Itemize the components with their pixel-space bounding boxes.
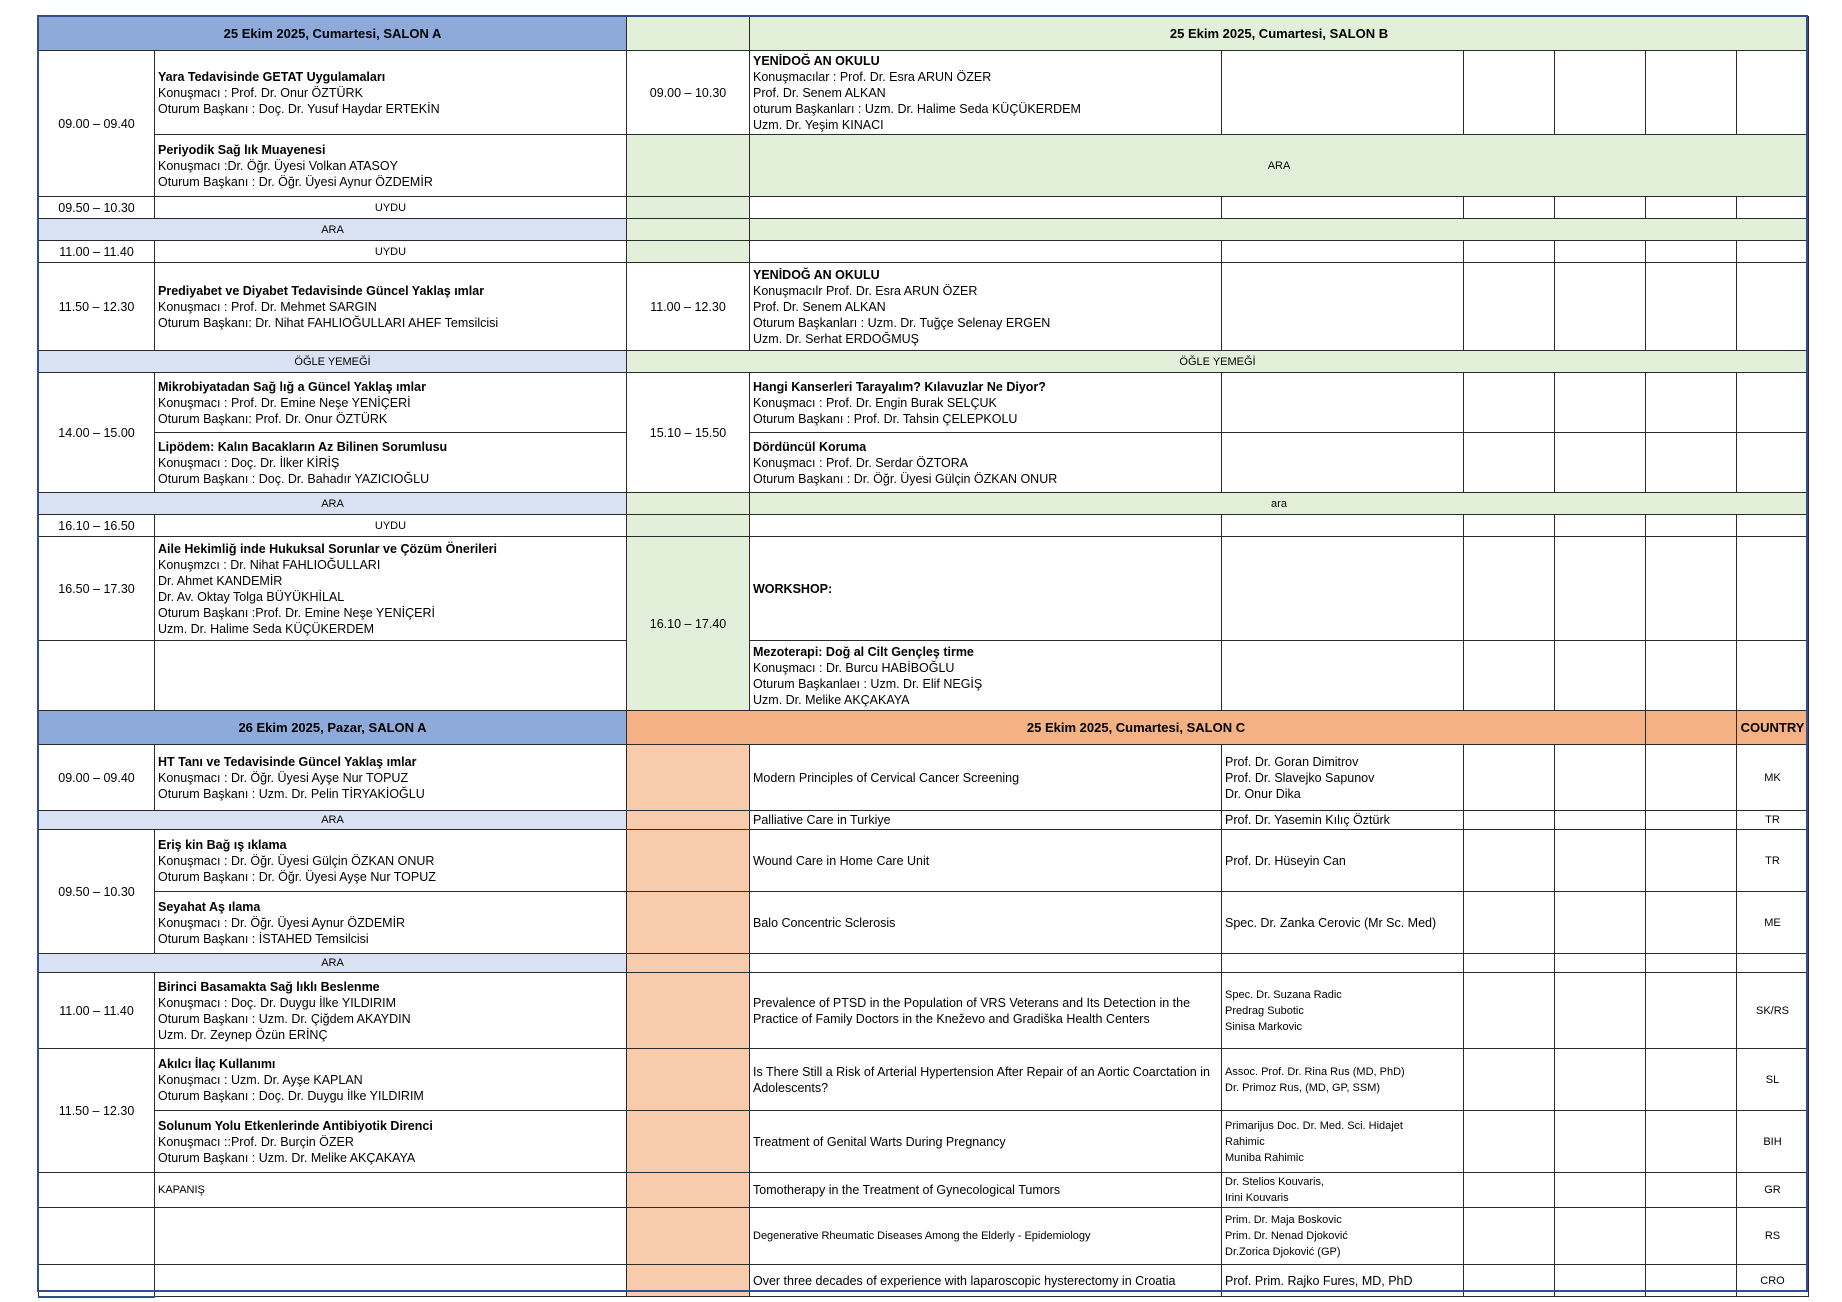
talk-speakers [1222, 1173, 1464, 1208]
salon-a-day1-header: 25 Ekim 2025, Cumartesi, SALON A [39, 17, 627, 51]
session-title: Prediyabet ve Diyabet Tedavisinde Güncel Yaklaş ımlar [158, 283, 485, 298]
empty-cell [1646, 1049, 1737, 1111]
country-header: COUNTRY [1737, 711, 1809, 745]
spacer-cell [627, 892, 750, 954]
session-title: Solunum Yolu Etkenlerinde Antibiyotik Direnci [158, 1118, 433, 1133]
uydu-cell: UYDU [155, 197, 627, 219]
empty-cell [1464, 641, 1555, 711]
time-cell: 11.00 – 11.40 [39, 241, 155, 263]
talk-speakers [1222, 811, 1464, 830]
session-cell [750, 537, 1222, 641]
session-line: Konuşmacı : Doç. Dr. İlker KİRİŞ [158, 455, 340, 470]
spacer-cell [627, 493, 750, 515]
session-line: Konuşmacı : Prof. Dr. Mehmet SARGIN [158, 299, 377, 314]
session-line: Konuşmacı : Dr. Öğr. Üyesi Ayşe Nur TOPUZ [158, 770, 409, 785]
empty-cell [1222, 641, 1464, 711]
session-title: Mezoterapi: Doğ al Cilt Gençleş tirme [753, 644, 974, 659]
empty-cell [1646, 263, 1737, 351]
time-cell: 15.10 – 15.50 [627, 373, 750, 493]
session-line: Oturum Başkanı : Uzm. Dr. Melike AKÇAKAYA [158, 1150, 416, 1165]
country-cell: CRO [1737, 1265, 1809, 1297]
empty-cell [1464, 537, 1555, 641]
talk-speakers [1222, 1111, 1464, 1173]
speaker: Prim. Dr. Nenad Djoković [1225, 1230, 1348, 1242]
session-cell [155, 433, 627, 493]
country-cell: GR [1737, 1173, 1809, 1208]
empty-cell [1555, 1208, 1646, 1265]
empty-cell [1464, 433, 1555, 493]
speaker: Dr.Zorica Djoković (GP) [1225, 1246, 1341, 1258]
spacer-cell [1646, 711, 1737, 745]
empty-cell [1555, 515, 1646, 537]
session-title: Yara Tedavisinde GETAT Uygulamaları [158, 69, 386, 84]
empty-cell [1222, 954, 1464, 973]
time-cell: 11.00 – 12.30 [627, 263, 750, 351]
empty-cell [1737, 537, 1809, 641]
speaker: Spec. Dr. Zanka Cerovic (Mr Sc. Med) [1225, 915, 1437, 930]
talk-speakers [1222, 892, 1464, 954]
empty-cell [1464, 1265, 1555, 1297]
empty-cell [155, 1208, 627, 1265]
empty-cell [1464, 811, 1555, 830]
empty-cell [1646, 1208, 1737, 1265]
session-line: Konuşmacı : Dr. Burcu HABİBOĞLU [753, 660, 955, 675]
empty-cell [39, 1208, 155, 1265]
empty-cell [1464, 745, 1555, 811]
spacer-cell [627, 197, 750, 219]
empty-cell [1646, 433, 1737, 493]
empty-cell [1555, 811, 1646, 830]
empty-cell [1464, 197, 1555, 219]
empty-cell [1646, 197, 1737, 219]
empty-cell [39, 1173, 155, 1208]
country-cell: SL [1737, 1049, 1809, 1111]
empty-cell [1464, 892, 1555, 954]
talk-title: Treatment of Genital Warts During Pregnancy [750, 1111, 1222, 1173]
empty-cell [1222, 515, 1464, 537]
session-cell [155, 973, 627, 1049]
session-line: oturum Başkanları : Uzm. Dr. Halime Seda KÜÇÜKERDEM [753, 101, 1081, 116]
empty-cell [1646, 973, 1737, 1049]
empty-cell [1555, 1049, 1646, 1111]
session-title: Akılcı İlaç Kullanımı [158, 1056, 276, 1071]
session-cell [155, 373, 627, 433]
break-cell: ARA [750, 135, 1809, 197]
empty-cell [1555, 892, 1646, 954]
session-line: Konuşmacı : Uzm. Dr. Ayşe KAPLAN [158, 1072, 363, 1087]
country-cell: BIH [1737, 1111, 1809, 1173]
session-line: Oturum Başkanlaeı : Uzm. Dr. Elif NEGİŞ [753, 676, 983, 691]
spacer-cell [627, 1111, 750, 1173]
spacer-cell [627, 745, 750, 811]
session-title: Hangi Kanserleri Tarayalım? Kılavuzlar Ne Diyor? [753, 379, 1046, 394]
country-cell: ME [1737, 892, 1809, 954]
lunch-cell: ÖĞLE YEMEĞİ [627, 351, 1809, 373]
time-cell: 11.50 – 12.30 [39, 263, 155, 351]
break-cell: ARA [39, 954, 627, 973]
time-cell: 11.50 – 12.30 [39, 1049, 155, 1173]
talk-speakers [1222, 1049, 1464, 1111]
session-line: Konuşmacı :Dr. Öğr. Üyesi Volkan ATASOY [158, 158, 398, 173]
session-line: Oturum Başkanı : Uzm. Dr. Çiğdem AKAYDIN [158, 1011, 411, 1026]
session-line: Oturum Başkanı : Uzm. Dr. Pelin TİRYAKİOĞLU [158, 786, 425, 801]
country-cell: RS [1737, 1208, 1809, 1265]
session-cell [155, 1049, 627, 1111]
session-title: HT Tanı ve Tedavisinde Güncel Yaklaş ımlar [158, 754, 417, 769]
session-line: Oturum Başkanı : Dr. Öğr. Üyesi Ayşe Nur TOPUZ [158, 869, 436, 884]
talk-speakers [1222, 830, 1464, 892]
empty-cell [1464, 373, 1555, 433]
country-cell: TR [1737, 811, 1809, 830]
empty-cell [1464, 1111, 1555, 1173]
speaker: Prof. Dr. Hüseyin Can [1225, 853, 1346, 868]
session-title: Lipödem: Kalın Bacakların Az Bilinen Sorumlusu [158, 439, 448, 454]
spacer-cell [750, 219, 1809, 241]
empty-cell [1646, 954, 1737, 973]
speaker: Prof. Dr. Yasemin Kılıç Öztürk [1225, 813, 1390, 827]
country-cell: MK [1737, 745, 1809, 811]
empty-cell [1646, 1173, 1737, 1208]
session-line: Oturum Başkanı : Doç. Dr. Yusuf Haydar ERTEKİN [158, 101, 440, 116]
session-title: Periyodik Sağ lık Muayenesi [158, 142, 326, 157]
session-title: Aile Hekimliğ inde Hukuksal Sorunlar ve Çözüm Önerileri [158, 541, 497, 556]
speaker: Prof. Prim. Rajko Fures, MD, PhD [1225, 1273, 1413, 1288]
session-line: Konuşmzcı : Dr. Nihat FAHLIOĞULLARI [158, 557, 381, 572]
talk-speakers [1222, 1265, 1464, 1297]
empty-cell [1555, 1265, 1646, 1297]
empty-cell [1737, 373, 1809, 433]
talk-title-text: Is There Still a Risk of Arterial Hypertension After Repair of an Aortic Coarctation in Adolescents? [753, 1064, 1210, 1095]
spacer-cell [627, 954, 750, 973]
break-cell: ara [750, 493, 1809, 515]
session-line: Uzm. Dr. Yeşim KINACI [753, 117, 884, 132]
empty-cell [1222, 197, 1464, 219]
speaker: Prim. Dr. Maja Boskovic [1225, 1214, 1342, 1226]
session-cell [155, 51, 627, 135]
session-title: Birinci Basamakta Sağ lıklı Beslenme [158, 979, 380, 994]
empty-cell [1737, 51, 1809, 135]
salon-c-header: 25 Ekim 2025, Cumartesi, SALON C [627, 711, 1646, 745]
speaker: Dr. Onur Dika [1225, 786, 1301, 801]
session-line: Konuşmacı : Dr. Öğr. Üyesi Aynur ÖZDEMİR [158, 915, 406, 930]
salon-a-day2-header: 26 Ekim 2025, Pazar, SALON A [39, 711, 627, 745]
speaker: Predrag Subotic [1225, 1004, 1304, 1017]
spacer-cell [627, 830, 750, 892]
empty-cell [750, 197, 1222, 219]
session-line: Uzm. Dr. Serhat ERDOĞMUŞ [753, 331, 919, 346]
empty-cell [1222, 373, 1464, 433]
session-cell [155, 263, 627, 351]
talk-title: Wound Care in Home Care Unit [750, 830, 1222, 892]
session-line: Oturum Başkanı : Doç. Dr. Duygu İlke YILDIRIM [158, 1088, 424, 1103]
spacer-cell [627, 811, 750, 830]
empty-cell [1646, 241, 1737, 263]
country-cell: SK/RS [1737, 973, 1809, 1049]
empty-cell [1646, 892, 1737, 954]
spacer-cell [627, 135, 750, 197]
session-cell [155, 1111, 627, 1173]
spacer-cell [627, 17, 750, 51]
speaker: Prof. Dr. Slavejko Sapunov [1225, 770, 1375, 785]
empty-cell [1555, 263, 1646, 351]
empty-cell [1737, 263, 1809, 351]
empty-cell [1646, 641, 1737, 711]
empty-cell [1222, 241, 1464, 263]
session-cell [155, 537, 627, 641]
talk-speakers [1222, 1208, 1464, 1265]
session-line: Oturum Başkanı : İSTAHED Temsilcisi [158, 931, 369, 946]
empty-cell [1222, 537, 1464, 641]
empty-cell [1555, 973, 1646, 1049]
empty-cell [1555, 1173, 1646, 1208]
time-cell: 16.50 – 17.30 [39, 537, 155, 641]
talk-title-text: Prevalence of PTSD in the Population of VRS Veterans and Its Detection in the Practice of Family Doctors in the Kneževo and Gradiška Health Centers [753, 995, 1191, 1026]
speaker: Spec. Dr. Suzana Radic [1225, 988, 1342, 1001]
empty-cell [1555, 830, 1646, 892]
talk-title: Modern Principles of Cervical Cancer Screening [750, 745, 1222, 811]
empty-cell [1737, 433, 1809, 493]
session-line: Konuşmacı : Doç. Dr. Duygu İlke YILDIRIM [158, 995, 397, 1010]
empty-cell [1646, 811, 1737, 830]
empty-cell [1464, 51, 1555, 135]
empty-cell [1646, 1111, 1737, 1173]
empty-cell [1555, 197, 1646, 219]
empty-cell [1464, 263, 1555, 351]
session-line: Oturum Başkanı : Dr. Öğr. Üyesi Gülçin ÖZKAN ONUR [753, 471, 1058, 486]
talk-title [750, 973, 1222, 1049]
empty-cell [39, 641, 155, 711]
time-cell: 09.50 – 10.30 [39, 197, 155, 219]
closing-cell: KAPANIŞ [155, 1173, 627, 1208]
empty-cell [1555, 954, 1646, 973]
session-cell [155, 892, 627, 954]
session-line: Uzm. Dr. Zeynep Özün ERİNÇ [158, 1027, 328, 1042]
talk-speakers [1222, 973, 1464, 1049]
session-line: Konuşmacı : Prof. Dr. Engin Burak SELÇUK [753, 395, 997, 410]
empty-cell [1555, 537, 1646, 641]
spacer-cell [627, 219, 750, 241]
session-cell [750, 373, 1222, 433]
empty-cell [1464, 1208, 1555, 1265]
session-line: Prof. Dr. Senem ALKAN [753, 85, 886, 100]
speaker: Dr. Stelios Kouvaris, [1225, 1176, 1325, 1188]
empty-cell [1646, 515, 1737, 537]
talk-title: Tomotherapy in the Treatment of Gynecological Tumors [750, 1173, 1222, 1208]
session-line: Oturum Başkanı: Prof. Dr. Onur ÖZTÜRK [158, 411, 388, 426]
session-title: WORKSHOP: [753, 581, 833, 596]
empty-cell [1555, 433, 1646, 493]
spacer-cell [627, 241, 750, 263]
empty-cell [1646, 537, 1737, 641]
uydu-cell: UYDU [155, 241, 627, 263]
session-line: Konuşmacılar : Prof. Dr. Esra ARUN ÖZER [753, 69, 992, 84]
speaker: Dr. Primoz Rus, (MD, GP, SSM) [1225, 1081, 1381, 1094]
talk-title: Palliative Care in Turkiye [750, 811, 1222, 830]
uydu-cell: UYDU [155, 515, 627, 537]
session-cell [155, 745, 627, 811]
session-line: Konuşmacı : Dr. Öğr. Üyesi Gülçin ÖZKAN ONUR [158, 853, 435, 868]
empty-cell [1555, 241, 1646, 263]
empty-cell [750, 515, 1222, 537]
empty-cell [1555, 641, 1646, 711]
empty-cell [1464, 1049, 1555, 1111]
talk-speakers [1222, 745, 1464, 811]
session-line: Oturum Başkanı : Doç. Dr. Bahadır YAZICIOĞLU [158, 471, 430, 486]
spacer-cell [627, 973, 750, 1049]
empty-cell [1737, 954, 1809, 973]
talk-title: Degenerative Rheumatic Diseases Among the Elderly - Epidemiology [750, 1208, 1222, 1265]
session-line: Oturum Başkanı : Dr. Öğr. Üyesi Aynur ÖZDEMİR [158, 174, 433, 189]
session-line: Konuşmacı : Prof. Dr. Serdar ÖZTORA [753, 455, 969, 470]
program-table [38, 16, 1809, 1298]
talk-title [750, 1049, 1222, 1111]
speaker: Primarijus Doc. Dr. Med. Sci. Hidajet [1225, 1119, 1403, 1132]
session-line: Konuşmacı : Prof. Dr. Emine Neşe YENİÇERİ [158, 395, 411, 410]
session-title: Mikrobiyatadan Sağ lığ a Güncel Yaklaş ımlar [158, 379, 426, 394]
empty-cell [750, 241, 1222, 263]
session-title: YENİDOĞ AN OKULU [753, 53, 880, 68]
empty-cell [1737, 197, 1809, 219]
empty-cell [1646, 830, 1737, 892]
session-line: Dr. Av. Oktay Tolga BÜYÜKHİLAL [158, 589, 345, 604]
empty-cell [1737, 241, 1809, 263]
session-line: Dr. Ahmet KANDEMİR [158, 573, 283, 588]
session-cell [750, 263, 1222, 351]
empty-cell [39, 1265, 155, 1297]
empty-cell [1646, 745, 1737, 811]
session-line: Oturum Başkanları : Uzm. Dr. Tuğçe Selenay ERGEN [753, 315, 1051, 330]
time-cell: 09.00 – 10.30 [627, 51, 750, 135]
empty-cell [1464, 954, 1555, 973]
session-cell [155, 830, 627, 892]
time-cell: 14.00 – 15.00 [39, 373, 155, 493]
empty-cell [1555, 1111, 1646, 1173]
empty-cell [1555, 373, 1646, 433]
empty-cell [155, 1265, 627, 1297]
spacer-cell [627, 515, 750, 537]
session-line: Prof. Dr. Senem ALKAN [753, 299, 886, 314]
empty-cell [1555, 51, 1646, 135]
session-line: Uzm. Dr. Halime Seda KÜÇÜKERDEM [158, 621, 375, 636]
session-line: Konuşmacılr Prof. Dr. Esra ARUN ÖZER [753, 283, 978, 298]
talk-title: Over three decades of experience with laparoscopic hysterectomy in Croatia [750, 1265, 1222, 1297]
session-title: Seyahat Aş ılama [158, 899, 261, 914]
country-cell: TR [1737, 830, 1809, 892]
empty-cell [1646, 1265, 1737, 1297]
speaker: Assoc. Prof. Dr. Rina Rus (MD, PhD) [1225, 1065, 1405, 1078]
time-cell: 11.00 – 11.40 [39, 973, 155, 1049]
session-cell [155, 135, 627, 197]
time-cell: 09.00 – 09.40 [39, 51, 155, 197]
session-cell [750, 51, 1222, 135]
speaker: Muniba Rahimic [1225, 1151, 1304, 1164]
session-line: Uzm. Dr. Melike AKÇAKAYA [753, 692, 910, 707]
talk-title: Balo Concentric Sclerosis [750, 892, 1222, 954]
salon-b-day1-header: 25 Ekim 2025, Cumartesi, SALON B [750, 17, 1809, 51]
session-cell [750, 433, 1222, 493]
session-title: Dördüncül Koruma [753, 439, 867, 454]
session-line: Oturum Başkanı: Dr. Nihat FAHLIOĞULLARI AHEF Temsilcisi [158, 315, 499, 330]
spacer-cell [627, 1265, 750, 1297]
speaker: Rahimic [1225, 1135, 1265, 1148]
time-cell: 09.00 – 09.40 [39, 745, 155, 811]
session-line: Konuşmacı ::Prof. Dr. Burçin ÖZER [158, 1134, 354, 1149]
lunch-cell: ÖĞLE YEMEĞİ [39, 351, 627, 373]
time-cell: 16.10 – 17.40 [627, 537, 750, 711]
empty-cell [155, 641, 627, 711]
empty-cell [1646, 51, 1737, 135]
session-line: Oturum Başkanı : Prof. Dr. Tahsin ÇELEPKOLU [753, 411, 1018, 426]
speaker: Irini Kouvaris [1225, 1192, 1289, 1204]
empty-cell [1464, 830, 1555, 892]
empty-cell [750, 954, 1222, 973]
time-cell: 16.10 – 16.50 [39, 515, 155, 537]
spacer-cell [627, 1049, 750, 1111]
session-line: Konuşmacı : Prof. Dr. Onur ÖZTÜRK [158, 85, 363, 100]
time-cell: 09.50 – 10.30 [39, 830, 155, 954]
speaker: Sinisa Markovic [1225, 1020, 1303, 1033]
empty-cell [1646, 373, 1737, 433]
empty-cell [1464, 973, 1555, 1049]
session-title: Eriş kin Bağ ış ıklama [158, 837, 287, 852]
speaker: Prof. Dr. Goran Dimitrov [1225, 754, 1359, 769]
spacer-cell [627, 1173, 750, 1208]
empty-cell [1737, 515, 1809, 537]
empty-cell [1737, 641, 1809, 711]
empty-cell [1464, 515, 1555, 537]
session-line: Oturum Başkanı :Prof. Dr. Emine Neşe YENİÇERİ [158, 605, 435, 620]
empty-cell [1222, 263, 1464, 351]
break-cell: ARA [39, 811, 627, 830]
session-title: YENİDOĞ AN OKULU [753, 267, 880, 282]
spacer-cell [627, 1208, 750, 1265]
empty-cell [1555, 745, 1646, 811]
break-cell: ARA [39, 493, 627, 515]
empty-cell [1464, 241, 1555, 263]
empty-cell [1222, 433, 1464, 493]
session-cell [750, 641, 1222, 711]
break-cell: ARA [39, 219, 627, 241]
empty-cell [1222, 51, 1464, 135]
empty-cell [1464, 1173, 1555, 1208]
